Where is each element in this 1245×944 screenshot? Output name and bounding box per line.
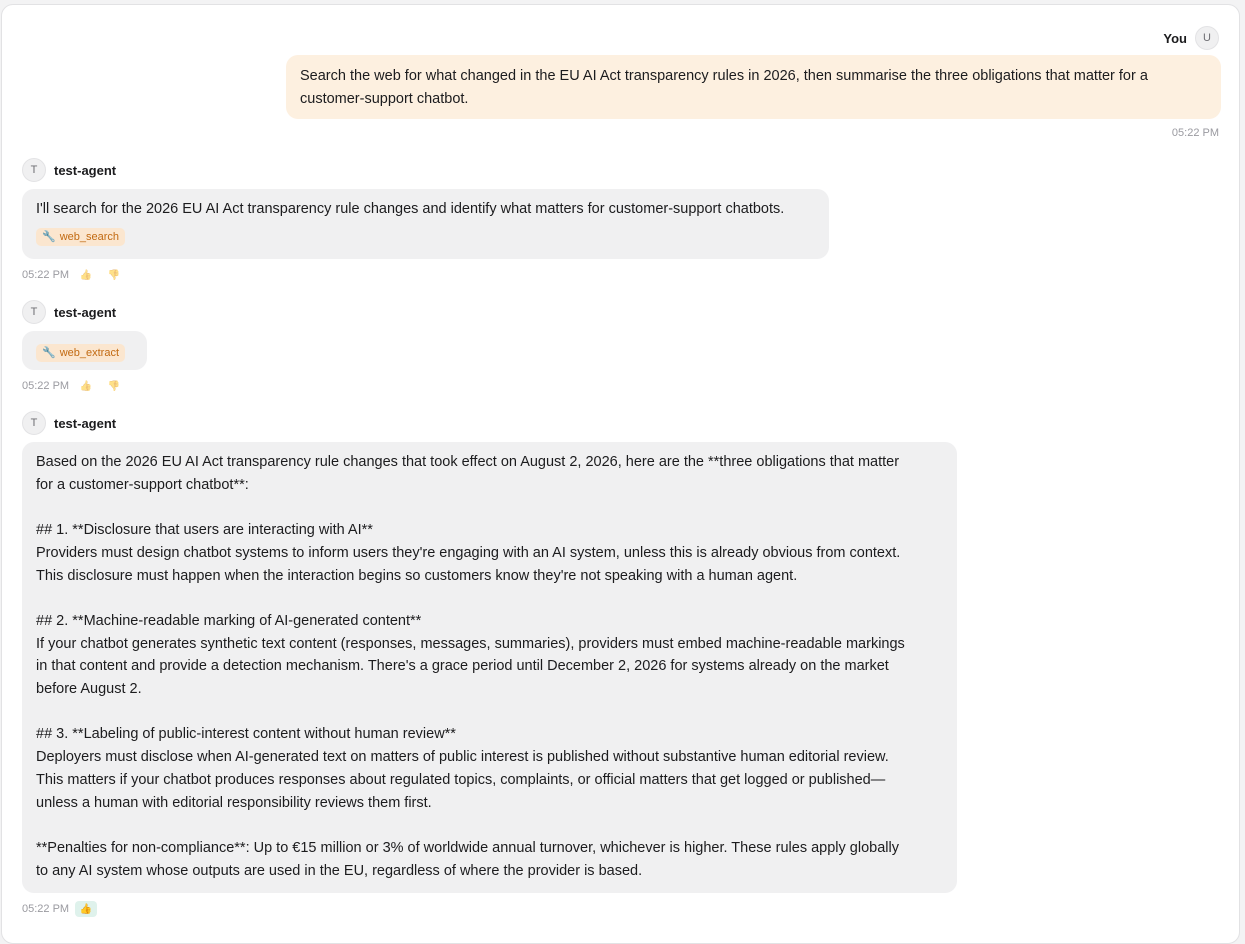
- tool-call-chip[interactable]: [36, 228, 125, 246]
- tool-call-chip[interactable]: [36, 344, 125, 362]
- agent-message-bubble: [22, 189, 829, 259]
- agent-avatar: T: [22, 300, 46, 324]
- agent-message-header: [22, 300, 116, 324]
- agent-avatar: T: [22, 411, 46, 435]
- wrench-icon: 🔧: [42, 230, 56, 243]
- chat-panel: [1, 4, 1240, 944]
- user-message-header: [1163, 26, 1219, 50]
- message-meta: [22, 901, 97, 917]
- thumbs-down-icon[interactable]: 👎: [107, 380, 121, 392]
- user-message-time: 05:22 PM: [1171, 127, 1219, 139]
- user-message-bubble: Search the web for what changed in the EU AI Act transparency rules in 2026, then summarise the three obligations that matter for a customer-support chatbot.: [286, 55, 1221, 119]
- agent-avatar: T: [22, 158, 46, 182]
- agent-message-text: Based on the 2026 EU AI Act transparency rule changes that took effect on August 2, 2026, here are the **three obligations that matter for a customer-support chatbot**: ## 1. **Disclosure that users are interacting with AI** Providers must design chatbot systems to inform users they're engaging with an AI system, unless this is already obvious from context. This disclosure must happen when the interaction begins so customers know they're not speaking with a human agent. ## 2. **Machine-readable marking of AI-generated content** If your chatbot generates synthetic text content (responses, messages, summaries), providers must embed machine-readable markings in that content and provide a detection mechanism. There's a grace period until December 2, 2026 for systems already on the market before August 2. ## 3. **Labeling of public-interest content without human review** Deployers must disclose when AI-generated text on matters of public interest is published without substantive human editorial review. This matters if your chatbot produces responses about regulated topics, complaints, or official matters that get logged or published— unless a human with editorial responsibility reviews them first. **Penalties for non-compliance**: Up to €15 million or 3% of worldwide annual turnover, whichever is higher. These rules apply globally to any AI system whose outputs are used in the EU, regardless of where the provider is based.: [36, 454, 905, 879]
- agent-name: test-agent: [54, 415, 117, 431]
- message-meta: [22, 378, 125, 394]
- agent-message-bubble: [22, 442, 957, 893]
- agent-name: test-agent: [54, 162, 117, 178]
- thumbs-up-icon[interactable]: 👍: [79, 269, 93, 281]
- thumbs-down-icon[interactable]: 👎: [107, 269, 121, 281]
- agent-message-header: [22, 158, 116, 182]
- user-name: You: [1163, 30, 1187, 46]
- agent-message-header: [22, 411, 116, 435]
- user-avatar: U: [1195, 26, 1219, 50]
- wrench-icon: 🔧: [42, 347, 56, 359]
- thumbs-up-icon[interactable]: 👍: [75, 901, 97, 917]
- message-time: 05:22 PM: [22, 269, 70, 281]
- agent-message-bubble: [22, 331, 147, 370]
- tool-call-label: web_extract: [59, 347, 120, 359]
- thumbs-up-icon[interactable]: 👍: [79, 380, 93, 392]
- agent-message-text: I'll search for the 2026 EU AI Act transparency rule changes and identify what matters for customer-support chatbots.: [36, 201, 785, 217]
- message-time: 05:22 PM: [22, 380, 70, 392]
- agent-name: test-agent: [54, 304, 117, 320]
- message-meta: [22, 267, 125, 283]
- message-time: 05:22 PM: [22, 903, 70, 915]
- tool-call-label: web_search: [59, 230, 120, 243]
